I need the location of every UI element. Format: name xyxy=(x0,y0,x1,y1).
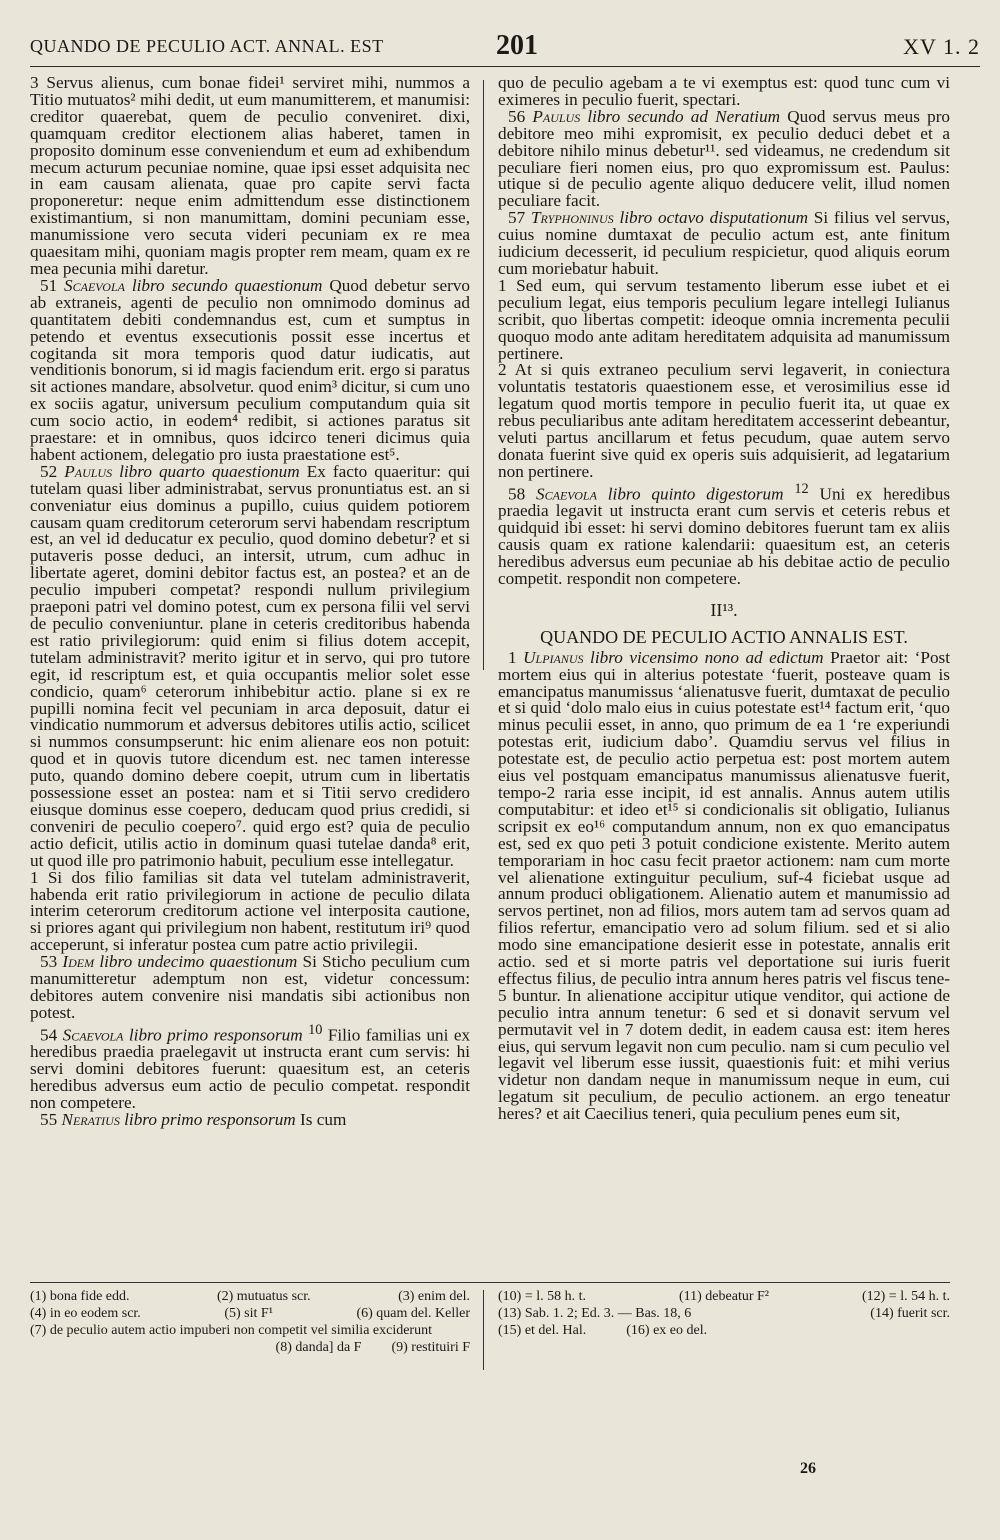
running-header xyxy=(30,22,980,72)
fragment-number: 52 xyxy=(40,461,58,481)
footnote-4: (4) in eo eodem scr. xyxy=(30,1306,141,1321)
signature-mark: 26 xyxy=(800,1460,816,1477)
footnote-15: (15) et del. Hal. xyxy=(498,1323,587,1338)
footnote-5: (5) sit F¹ xyxy=(224,1306,273,1321)
work-title: libro primo responsorum xyxy=(128,1025,303,1045)
footnotes-left xyxy=(30,1288,470,1356)
header-title: QUANDO DE PECULIO ACT. ANNAL. EST xyxy=(30,36,384,56)
footnote-ref: 12 xyxy=(794,480,809,497)
author-name: Ulpianus xyxy=(523,647,584,667)
author-name: Scaevola xyxy=(64,275,125,295)
fragment-52 xyxy=(30,461,470,870)
footnote-10: (10) = l. 58 h. t. xyxy=(498,1289,586,1304)
fragment-text: Uni ex heredibus praedia legavit ut instructa erant cum servis et ceteris rebus et quidquid ibi esset: hi servi domino debitores fuerunt tam ex aliis causis quam ex ratione kalendarii: quaesitum est, an ceteris heredibus adversus eum pecuniae ab his debitae actio de peculio competit. respondit non competere. xyxy=(498,484,950,589)
work-title: libro quinto digestorum xyxy=(607,484,784,504)
footnote-ref: 10 xyxy=(308,1021,323,1038)
author-name: Idem xyxy=(62,952,95,972)
fragment-57-section-2: 2 At si quis extraneo peculium servi legaverit, in coniectura voluntatis testatoris quaestionem esse, et verosimilius esse id legatum quod mortis tempore in peculio fuerit ita, ut quae ex rebus peculiaribus ante aditam hereditatem accesserint debeantur, veluti partus ancillarum et fetus pecudum, quae autem servo donata fuerint sive quid ex operis suis adquisierit, ad legatarium non pertinere. xyxy=(498,360,950,481)
page-number: 201 xyxy=(496,30,538,61)
title-2-fragment-1 xyxy=(498,647,950,1124)
work-title: libro octavo disputationum xyxy=(619,208,808,228)
footnote-11: (11) debeatur F² xyxy=(679,1289,769,1304)
footnote-14: (14) fuerit scr. xyxy=(870,1306,950,1321)
work-title: libro secundo ad Neratium xyxy=(587,106,781,126)
fragment-number: 54 xyxy=(40,1025,58,1045)
fragment-text: Ex facto quaeritur: qui tutelam quasi liber administrabat, servus pronuntiatus est. an si conveniatur eius dominus a pupillo, cuius quidem potiorem causam quam creditorum ceterorum servi habendam rescriptum est, an vel id deducatur ex peculio, quod domino debetur? et si putaveris posse deduci, an intersit, utrum, cum adhuc in libertate ageret, domini debitor factus est, an postea? et an de peculio impuberi competat? respondi nullum privilegium praeponi patri vel domino potest, cum ex persona filii vel servi de peculio conveniuntur. plane in ceteris creditoribus habenda est ratio privilegiorum: quid enim si filius dotem accepit, tutelam administravit? merito igitur et in servo, qui pro tutore egit, id rescriptum est, et quia occupantis melior solet esse condicio, quam⁶ ceterorum inhibebitur actio. plane si ex re pupilli nomina fecit vel pecuniam in arca deposuit, datur ei vindicatio nummorum et adversus debitores utilis actio, scilicet si nummos consumpserunt: hic enim alienare eos non potuit: quod et in quovis tutore dicendum est. nec tamen interesse puto, quando domino debere coepit, utrum cum in libertatis possessione esset an postea: nam et si Titii servo credidero eiusque dominus esse coepero, deducam quod prius credidi, si conveniri de peculio coepero⁷. quid ergo est? quia de peculio actio deficit, utilis actio in dominum quasi tutelae danda⁸ erit, ut quod ille pro patrimonio habuit, peculium esse intellegatur. xyxy=(30,461,470,870)
fragment-number: 58 xyxy=(508,484,526,504)
work-title: libro quarto quaestionum xyxy=(119,461,300,481)
section-title: QUANDO DE PECULIO ACTIO ANNALIS EST. xyxy=(540,626,908,647)
header-reference: XV 1. 2 xyxy=(903,34,980,59)
footnote-12: (12) = l. 54 h. t. xyxy=(861,1289,950,1304)
fragment-number: 56 xyxy=(508,106,526,126)
fragment-text: Si Sticho peculium cum manumitteretur ademptum non est, videtur concessum: debitores autem convenire nisi mandatis sibi actionibus non potest. xyxy=(30,952,470,1022)
author-name: Paulus xyxy=(64,461,113,481)
fragment-53 xyxy=(30,954,470,1022)
fragment-number: 55 xyxy=(40,1110,58,1130)
author-name: Scaevola xyxy=(62,1025,124,1045)
paragraph-3: 3 Servus alienus, cum bonae fidei¹ serviret mihi, nummos a Titio mutuatos² mihi dedit, ut eum manumitterem, et manumisi: creditor quaerebat, quem de peculio conveniret. dixi, quamquam creditor electionem alias haberet, tamen in proposito dominum esse conveniendum et eum ad exhibendum mecum acturum pecuniae nomine, quae ipsi esset adquisita nec in eam causam alienata, quae pro capite servi facta proponeretur: neque enim admittendum esse distinctionem existimantium, si non manumittam, domini pecuniam esse, manumissione vero secuta videri pecuniam ex re mea quaesitam mihi, quoniam magis propter rem meam, quam ex re mea pecunia mihi daretur. xyxy=(30,75,470,278)
column-divider xyxy=(483,80,484,670)
fragment-number: 51 xyxy=(40,275,58,295)
work-title: libro primo responsorum xyxy=(124,1110,296,1130)
footnote-divider xyxy=(483,1290,484,1370)
footnote-2: (2) mutuatus scr. xyxy=(216,1289,311,1304)
right-column xyxy=(498,75,950,1280)
author-name: Neratius xyxy=(61,1110,120,1130)
author-name: Paulus xyxy=(532,106,581,126)
author-name: Scaevola xyxy=(536,484,597,504)
fragment-55 xyxy=(30,1112,470,1129)
fragment-56 xyxy=(498,106,950,211)
fragment-55-continuation: quo de peculio agebam a te vi exemptus est: quod tunc cum vi eximeres in peculio fuerit, spectari. xyxy=(498,75,950,109)
fragment-text: Praetor ait: ‘Post mortem eius qui in alterius potestate ‘fuerit, posteave quam is emancipatus manumissus ‘alienatusve fuerit, dumtaxat de peculio et si quid ‘dolo malo eius in cuius potestate est¹⁴ factum erit, ‘quo minus peculii esset, in anno, quo primum de ea 1 ‘re experiundi potestas erit, iudicium dabo’. Quamdiu servus vel filius in potestate est, de peculio actio perpetua est: post mortem autem eius vel postquam emancipatus manumissus alienatusve fuerit, tempo-2 raria esse incipit, id est annalis. Annus autem utilis computabitur: et ideo et¹⁵ si condicionalis sit obligatio, Iulianus scripsit ex eo¹⁶ computandum annum, non ex quo emancipatus est, sed ex quo peti 3 potuit condicione existente. Merito autem temporariam in hoc casu fecit praetor actionem: nam cum morte vel alienatione extinguitur peculium, suf-4 ficiebat usque ad annum produci obligationem. Alienatio autem et manumissio ad servos pertinet, non ad filios, mors autem tam ad servos quam ad filios refertur, emancipatio vero ad solum filium. sed et si alio modo sine emancipatione desierit esse in potestate, annalis erit actio. sed et si morte patris vel deportatione sui iuris fuerit effectus filius, de peculio intra annum heres patris vel fiscus tene-5 buntur. In alienatione accipitur utique venditor, qui actione de peculio intra annum tenetur: 6 sed et si donavit servum vel permutavit vel in 7 dotem dedit, in eadem causa est: item heres eius, qui servum legavit non cum peculio. nam si cum peculio vel legavit vel liberum esse iussit, quaestionis fuit: et mihi verius videtur non dandam neque in manumissum neque in eum, cui legatum sit peculium, de peculio actionem. an ergo teneatur heres? et ait Caecilius teneri, quia peculium penes eum sit, xyxy=(498,647,950,1124)
author-name: Tryphoninus xyxy=(530,208,614,228)
work-title: libro secundo quaestionum xyxy=(131,275,323,295)
footnote-1: (1) bona fide edd. xyxy=(30,1289,130,1304)
work-title: libro undecimo quaestionum xyxy=(99,952,298,972)
footnote-6: (6) quam del. Keller xyxy=(356,1306,470,1321)
footnotes-right xyxy=(498,1288,950,1339)
title-number: II¹³. xyxy=(710,599,738,620)
work-title: libro vicensimo nono ad edictum xyxy=(590,647,824,667)
left-column xyxy=(30,75,470,1280)
footnote-16: (16) ex eo del. xyxy=(626,1323,708,1338)
fragment-57-section-1: 1 Sed eum, qui servum testamento liberum esse iubet et ei peculium legat, eius temporis peculium legare intellegi Iulianus scribit, quo libertas competit: ideoque omnia incrementa peculii quoquo modo ante aditam hereditatem adquisita ad manumissum pertinere. xyxy=(498,275,950,363)
fragment-54 xyxy=(30,1022,470,1112)
footnote-rule xyxy=(30,1282,950,1283)
footnote-13: (13) Sab. 1. 2; Ed. 3. — Bas. 18, 6 xyxy=(498,1306,692,1321)
footnote-7: (7) de peculio autem actio impuberi non competit vel similia exciderunt xyxy=(30,1323,432,1338)
footnote-3: (3) enim del. xyxy=(398,1289,470,1304)
fragment-51 xyxy=(30,275,470,464)
fragment-text: Si filius vel servus, cuius nomine dumtaxat de peculio actum est, ante finitum iudicium decesserit, id peculium respicietur, quod aliquis eorum cum moriebatur habuit. xyxy=(498,208,950,278)
fragment-52-section-1: 1 Si dos filio familias sit data vel tutelam administraverit, habenda erit ratio privilegiorum in actione de peculio dilata interim ceterorum creditorum actione vel interposita cautione, si priores agant qui privilegium non habent, restitutum iri⁹ quod acceperunt, si inferatur postea cum patre actio privilegii. xyxy=(30,867,470,955)
fragment-number: 53 xyxy=(40,952,58,972)
fragment-text: Quod servus meus pro debitore meo mihi expromisit, ex peculio deduci debet et a debitore nihilo minus debetur¹¹. sed videamus, ne credendum sit peculiare fieri nomen eius, pro quo expromissum est. Paulus: utique si de peculio agente aliquo deducere velit, illud nomen peculiare facit. xyxy=(498,106,950,211)
fragment-text: Filio familias uni ex heredibus praedia praelegavit ut instructa erant cum servis: hi servi domini debitores fuerunt: quaesitum est, an ceteris heredibus adversus eum actio de peculio competat. respondit non competere. xyxy=(30,1025,470,1113)
header-rule xyxy=(30,66,980,67)
footnote-8: (8) danda] da F xyxy=(275,1340,362,1355)
fragment-57 xyxy=(498,210,950,278)
fragment-number: 57 xyxy=(508,208,526,228)
fragment-58 xyxy=(498,481,950,588)
footnote-9: (9) restituiri F xyxy=(391,1340,470,1355)
fragment-text: Quod debetur servo ab extraneis, agenti de peculio non omnimodo dominus ad quantitatem debiti condemnandus est, cum et sumptus in petendo et eventus exsecutionis possit esse incertus et cogitanda sit mora temporis quod datur iudicatis, aut venditionis bonorum, si id magis faciendum erit. ergo si paratus sit actiones mandare, absolvetur. quod enim³ dicitur, si cum uno ex sociis agatur, universum peculium computandum quia sit cum socio actio, in eodem⁴ redibit, si actiones paratus sit praestare: et in omnibus, quos idcirco teneri dicimus quia habent actionem, delegatio pro iusta praestatione est⁵. xyxy=(30,275,470,464)
fragment-number: 1 xyxy=(508,647,517,667)
fragment-text: Is cum xyxy=(300,1110,347,1130)
